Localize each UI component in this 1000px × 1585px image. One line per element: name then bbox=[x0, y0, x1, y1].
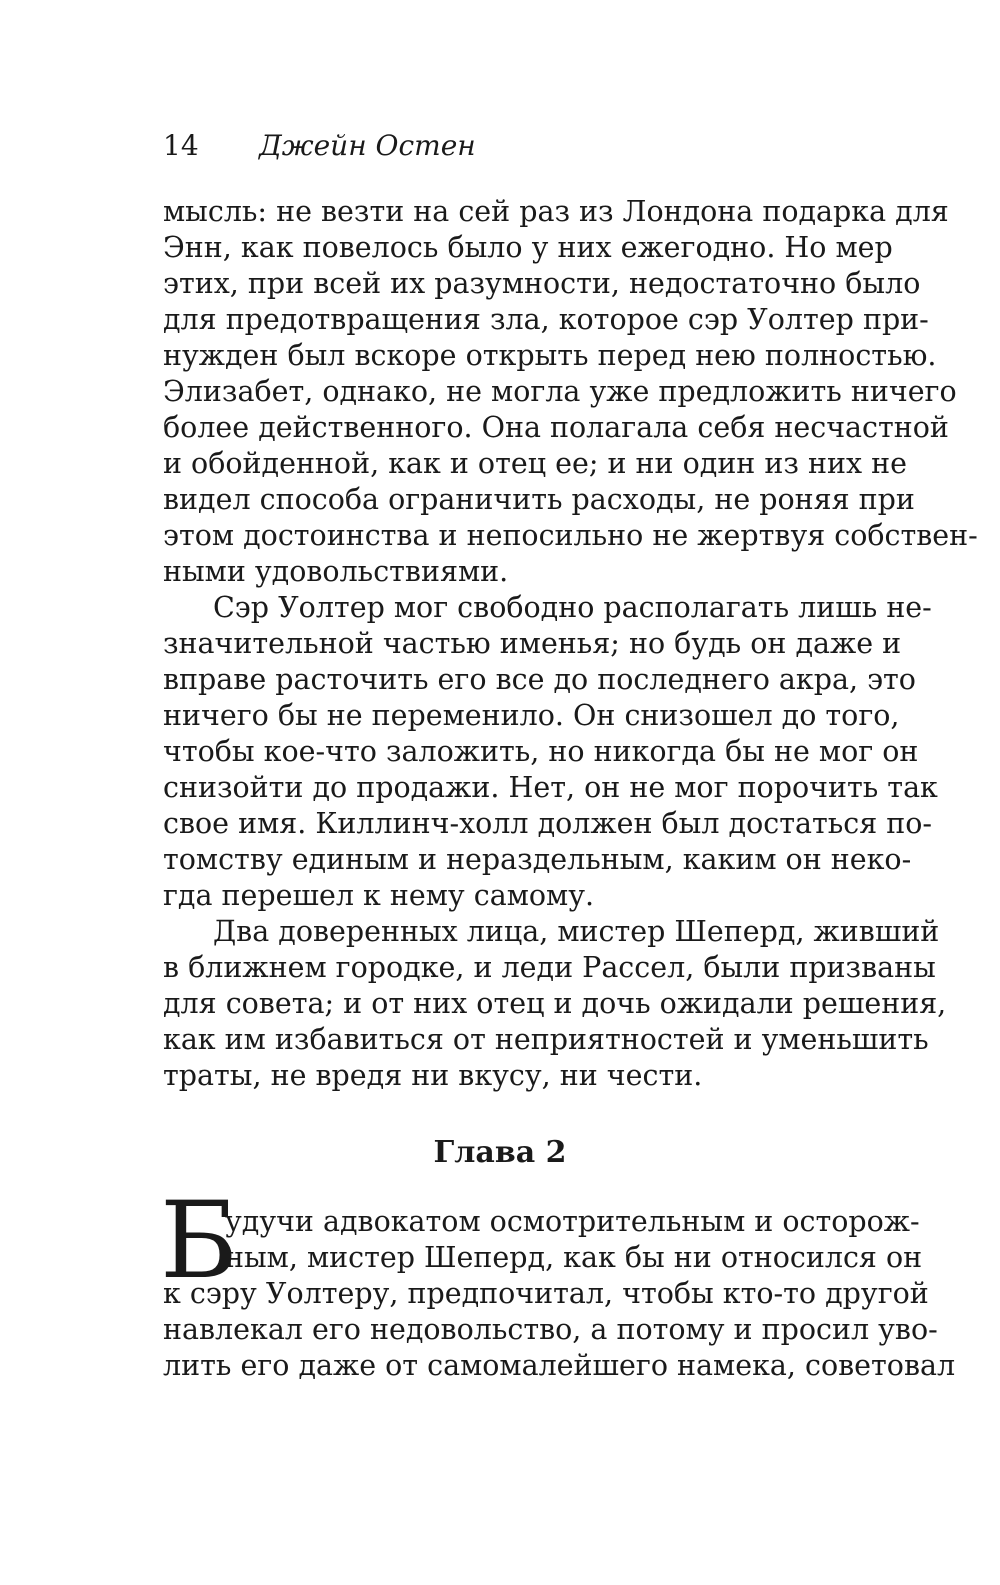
text-line: как им избавиться от неприятностей и уменьшить bbox=[163, 1023, 929, 1056]
text-line: для предотвращения зла, которое сэр Уолтер при- bbox=[163, 303, 929, 336]
text-line: нужден был вскоре открыть перед нею полностью. bbox=[163, 339, 937, 372]
text-line: более действенного. Она полагала себя несчастной bbox=[163, 411, 949, 444]
text-line: видел способа ограничить расходы, не роняя при bbox=[163, 483, 915, 516]
text-line: вправе расточить его все до последнего акра, это bbox=[163, 663, 916, 696]
text-line: траты, не вредя ни вкусу, ни чести. bbox=[163, 1059, 703, 1092]
text-line: Сэр Уолтер мог свободно располагать лишь не- bbox=[213, 591, 932, 624]
text-line: ным, мистер Шеперд, как бы ни относился он bbox=[225, 1241, 923, 1274]
text-line: к сэру Уолтеру, предпочитал, чтобы кто-то другой bbox=[163, 1277, 929, 1310]
running-head bbox=[163, 128, 476, 164]
chapter-title: Глава 2 bbox=[433, 1135, 567, 1170]
text-line: этом достоинства и непосильно не жертвуя собствен- bbox=[163, 519, 978, 552]
text-line: гда перешел к нему самому. bbox=[163, 879, 595, 912]
text-line: ничего бы не переменило. Он снизошел до того, bbox=[163, 699, 900, 732]
text-line: Элизабет, однако, не могла уже предложить ничего bbox=[163, 375, 957, 408]
text-line: для совета; и от них отец и дочь ожидали решения, bbox=[163, 987, 947, 1020]
book-author: Джейн Остен bbox=[259, 129, 476, 162]
text-line: этих, при всей их разумности, недостаточно было bbox=[163, 267, 921, 300]
text-line: снизойти до продажи. Нет, он не мог порочить так bbox=[163, 771, 938, 804]
text-line: значительной частью именья; но будь он даже и bbox=[163, 627, 902, 660]
text-line: и обойденной, как и отец ее; и ни один из них не bbox=[163, 447, 907, 480]
text-line: чтобы кое-что заложить, но никогда бы не мог он bbox=[163, 735, 919, 768]
text-line: лить его даже от самомалейшего намека, советовал bbox=[163, 1349, 956, 1382]
text-line: в ближнем городке, и леди Рассел, были призваны bbox=[163, 951, 936, 984]
drop-cap: Б bbox=[160, 1179, 238, 1302]
text-line: Два доверенных лица, мистер Шеперд, живший bbox=[213, 915, 940, 948]
text-line: удучи адвокатом осмотрительным и осторож- bbox=[225, 1205, 920, 1238]
text-line: ными удовольствиями. bbox=[163, 555, 509, 588]
text-line: навлекал его недовольство, а потому и просил уво- bbox=[163, 1313, 938, 1346]
text-line: мысль: не везти на сей раз из Лондона подарка для bbox=[163, 195, 949, 228]
text-line: томству единым и нераздельным, каким он неко- bbox=[163, 843, 912, 876]
text-line: свое имя. Киллинч-холл должен был достаться по- bbox=[163, 807, 933, 840]
text-line: Энн, как повелось было у них ежегодно. Но мер bbox=[163, 231, 893, 264]
page-number: 14 bbox=[163, 129, 199, 162]
